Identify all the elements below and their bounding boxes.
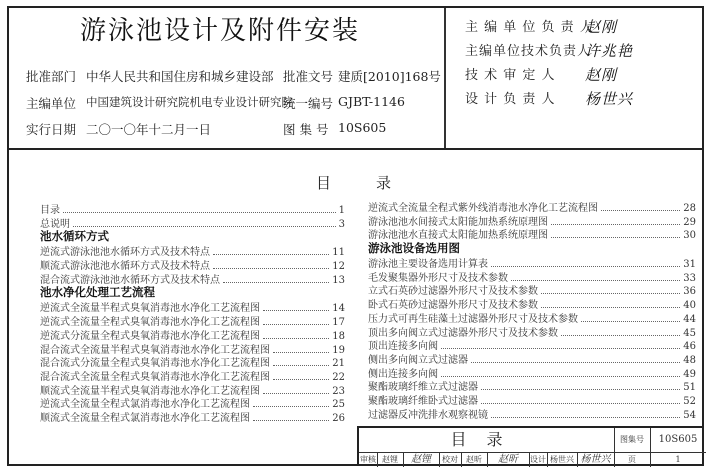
- editor-label: 主编单位: [26, 96, 77, 111]
- reviewer-signature: 赵锂: [403, 453, 440, 467]
- toc-entry-page: 14: [332, 303, 345, 315]
- signature-row: [455, 40, 695, 64]
- designer-signature: 杨世兴: [577, 453, 615, 467]
- toc-section-heading: 池水净化处理工艺流程: [40, 285, 155, 300]
- toc-entry[interactable]: [368, 255, 696, 269]
- title-block-title: 目录: [359, 428, 615, 453]
- signature-label: 主编单位技术负责人: [465, 44, 592, 59]
- signature-row: [455, 64, 695, 88]
- toc-entry-page: 51: [683, 382, 696, 394]
- toc-entry-title: 混合流式游泳池池水循环方式及技术特点: [40, 274, 220, 286]
- toc-entry-page: 44: [683, 313, 696, 325]
- toc-entry-page: 45: [683, 327, 696, 339]
- toc-entry-page: 19: [332, 344, 345, 356]
- toc-entry-title: 混合流式全流量半程式臭氧消毒池水净化工艺流程图: [40, 344, 270, 356]
- toc-entry-page: 13: [332, 274, 345, 286]
- toc-entry-title: 逆流式全流量全程式紫外线消毒池水净化工艺流程图: [368, 203, 598, 214]
- toc-heading-right: 录: [376, 174, 392, 192]
- toc-entry[interactable]: [368, 226, 696, 240]
- toc-entry[interactable]: [368, 406, 696, 420]
- designer: 杨世兴: [547, 453, 578, 467]
- toc-entry-title: 卧式石英砂过滤器外形尺寸及技术参数: [368, 300, 538, 312]
- toc-entry-title: 总说明: [40, 218, 70, 230]
- toc-entry-title: 聚酯玻璃纤维卧式过滤器: [368, 395, 478, 407]
- toc-entry-page: 12: [332, 261, 345, 273]
- toc-entry-title: 顺流式全流量全程式氯消毒池水净化工艺流程图: [40, 412, 250, 424]
- toc-entry-page: 3: [338, 218, 345, 230]
- toc-entry[interactable]: [368, 337, 696, 351]
- dot-leader: [481, 403, 680, 404]
- toc-entry[interactable]: [368, 324, 696, 338]
- toc-entry[interactable]: [368, 213, 696, 227]
- editor: 中国建筑设计研究院机电专业设计研究院: [86, 95, 293, 109]
- toc-entry-page: 36: [683, 286, 696, 298]
- dot-leader: [491, 417, 680, 418]
- toc-entry-title: 顺流式全流量半程式臭氧消毒池水净化工艺流程图: [40, 385, 260, 397]
- toc-entry-title: 顶出连接多向阀: [368, 341, 438, 353]
- unified-no: GJBT-1146: [338, 94, 405, 109]
- signature-label: 设 计 负 责 人: [465, 92, 556, 107]
- atlas-value-cell: 10S605: [650, 428, 706, 453]
- toc-entry-page: 29: [683, 216, 696, 228]
- dot-leader: [273, 379, 329, 380]
- toc-entry-title: 侧出连接多向阀: [368, 368, 438, 380]
- toc-entry-page: 31: [683, 259, 696, 271]
- toc-entry-page: 54: [683, 409, 696, 421]
- header-divider: [444, 8, 446, 148]
- dot-leader: [561, 335, 680, 336]
- design-label: 设计: [529, 453, 548, 467]
- dot-leader: [263, 338, 329, 339]
- dot-leader: [441, 376, 680, 377]
- toc-entry[interactable]: [368, 351, 696, 365]
- toc-entry-page: 28: [683, 203, 696, 214]
- toc-entry-title: 游泳池池水直接式太阳能加热系统原理图: [368, 230, 548, 242]
- unified-no-label: 统一编号: [283, 96, 334, 111]
- toc-entry-page: 40: [683, 300, 696, 312]
- toc-entry-page: 26: [332, 412, 345, 424]
- toc-entry-title: 逆流式全流量全程式氯消毒池水净化工艺流程图: [40, 399, 250, 411]
- toc-entry-title: 侧出多向阀立式过滤器: [368, 354, 468, 366]
- review-label: 审核: [359, 453, 378, 467]
- toc-entry-title: 游泳池池水间接式太阳能加热系统原理图: [368, 216, 548, 228]
- handwritten-signature: 赵刚: [585, 18, 618, 36]
- toc-entry-title: 压力式可再生硅藻土过滤器外形尺寸及技术参数: [368, 313, 578, 325]
- page-value: 1: [675, 455, 681, 464]
- signature-label: 主 编 单 位 负 责 人: [465, 20, 594, 35]
- dot-leader: [601, 210, 680, 211]
- dot-leader: [253, 406, 329, 407]
- toc-right-column: [368, 199, 696, 419]
- dot-leader: [253, 420, 329, 421]
- toc-entry-page: 46: [683, 341, 696, 353]
- toc-entry-page: 22: [332, 371, 345, 383]
- reviewer: 赵锂: [377, 453, 404, 467]
- toc-entry-title: 逆流式全流量全程式臭氧消毒池水净化工艺流程图: [40, 317, 260, 329]
- toc-entry[interactable]: [368, 392, 696, 406]
- dot-leader: [491, 266, 680, 267]
- dot-leader: [511, 280, 680, 281]
- toc-entry[interactable]: [40, 215, 345, 229]
- toc-section-heading: 游泳池设备选用图: [368, 241, 460, 256]
- check-label: 校对: [439, 453, 462, 467]
- toc-entry-title: 逆流式游泳池池水循环方式及技术特点: [40, 247, 210, 259]
- checker-signature: 赵昕: [487, 453, 530, 467]
- dot-leader: [481, 389, 680, 390]
- atlas-no-label: 图 集 号: [283, 122, 329, 137]
- toc-entry[interactable]: [368, 365, 696, 379]
- toc-entry-page: 25: [332, 399, 345, 411]
- toc-left-column: [40, 201, 345, 423]
- dot-leader: [273, 365, 329, 366]
- dot-leader: [213, 268, 329, 269]
- toc-entry[interactable]: [40, 354, 345, 368]
- dot-leader: [541, 307, 680, 308]
- toc-entry-title: 混合流式全流量全程式臭氧消毒池水净化工艺流程图: [40, 371, 270, 383]
- dot-leader: [551, 224, 680, 225]
- handwritten-signature: 许兆艳: [585, 42, 634, 60]
- toc-entry-title: 立式石英砂过滤器外形尺寸及技术参数: [368, 286, 538, 298]
- toc-entry-page: 17: [332, 317, 345, 329]
- approval-doc: 建质[2010]168号: [338, 69, 441, 84]
- toc-entry[interactable]: [40, 368, 345, 382]
- dot-leader: [441, 348, 680, 349]
- document-title: 游泳池设计及附件安装: [80, 16, 361, 46]
- toc-entry[interactable]: [40, 271, 345, 285]
- atlas-label-cell: 图集号: [614, 428, 651, 453]
- toc-entry-title: 逆流式全流量半程式臭氧消毒池水净化工艺流程图: [40, 303, 260, 315]
- toc-entry-page: 30: [683, 230, 696, 242]
- dot-leader: [551, 237, 680, 238]
- toc-entry[interactable]: [40, 341, 345, 355]
- title-block: [357, 426, 704, 466]
- toc-entry[interactable]: [368, 269, 696, 283]
- toc-entry-page: 18: [332, 330, 345, 342]
- toc-entry-page: 33: [683, 272, 696, 284]
- toc-entry-page: 49: [683, 368, 696, 380]
- approval-dept: 中华人民共和国住房和城乡建设部: [86, 69, 274, 84]
- toc-entry-title: 游泳池主要设备选用计算表: [368, 259, 488, 271]
- toc-entry-title: 目录: [40, 205, 60, 216]
- toc-entry-title: 聚酯玻璃纤维立式过滤器: [368, 382, 478, 394]
- effective-date: 二〇一〇年十二月一日: [86, 122, 212, 137]
- dot-leader: [263, 310, 329, 311]
- toc-entry[interactable]: [40, 327, 345, 341]
- toc-entry[interactable]: [368, 378, 696, 392]
- dot-leader: [213, 254, 329, 255]
- signature-row: [455, 88, 695, 112]
- toc-entry[interactable]: [40, 299, 345, 313]
- dot-leader: [273, 352, 329, 353]
- dot-leader: [63, 212, 336, 213]
- toc-entry-page: 48: [683, 354, 696, 366]
- toc-heading-left: 目: [316, 174, 332, 192]
- toc-entry-title: 混合流式分流量全程式臭氧消毒池水净化工艺流程图: [40, 358, 270, 370]
- toc-entry-page: 21: [332, 358, 345, 370]
- dot-leader: [471, 362, 680, 363]
- toc-entry-title: 顶出多向阀立式过滤器外形尺寸及技术参数: [368, 327, 558, 339]
- dot-leader: [541, 293, 680, 294]
- checker: 赵昕: [461, 453, 488, 467]
- toc-entry[interactable]: [40, 201, 345, 215]
- dot-leader: [263, 393, 329, 394]
- toc-entry-page: 52: [683, 395, 696, 407]
- toc-entry[interactable]: [40, 243, 345, 257]
- dot-leader: [223, 282, 329, 283]
- toc-entry[interactable]: [368, 199, 696, 213]
- toc-entry-page: 1: [338, 205, 345, 216]
- toc-entry[interactable]: [40, 382, 345, 396]
- toc-entry[interactable]: [40, 409, 345, 423]
- signature-row: [455, 16, 695, 40]
- toc-entry-title: 顺流式游泳池池水循环方式及技术特点: [40, 261, 210, 273]
- toc-section-heading: 池水循环方式: [40, 229, 109, 244]
- toc-entry-title: 过滤器反冲洗排水观察视镜: [368, 409, 488, 421]
- handwritten-signature: 杨世兴: [585, 90, 634, 108]
- toc-entry[interactable]: [368, 296, 696, 310]
- dot-leader: [581, 321, 680, 322]
- dot-leader: [263, 324, 329, 325]
- effective-label: 实行日期: [26, 122, 77, 137]
- handwritten-signature: 赵刚: [585, 66, 618, 84]
- toc-entry[interactable]: [40, 313, 345, 327]
- toc-entry[interactable]: [40, 257, 345, 271]
- toc-entry-title: 毛发聚集器外形尺寸及技术参数: [368, 272, 508, 284]
- toc-entry[interactable]: [368, 282, 696, 296]
- toc-entry-page: 23: [332, 385, 345, 397]
- toc-entry-title: 逆流式分流量全程式臭氧消毒池水净化工艺流程图: [40, 330, 260, 342]
- page-label: 页: [614, 453, 651, 467]
- signature-label: 技 术 审 定 人: [465, 68, 556, 83]
- toc-entry-page: 11: [332, 247, 345, 259]
- toc-entry[interactable]: [368, 310, 696, 324]
- signature-block: [455, 16, 695, 112]
- toc-entry[interactable]: [40, 395, 345, 409]
- dot-leader: [73, 226, 336, 227]
- approval-dept-label: 批准部门: [26, 69, 77, 84]
- approval-doc-label: 批准文号: [283, 69, 334, 84]
- atlas-no: 10S605: [338, 120, 387, 135]
